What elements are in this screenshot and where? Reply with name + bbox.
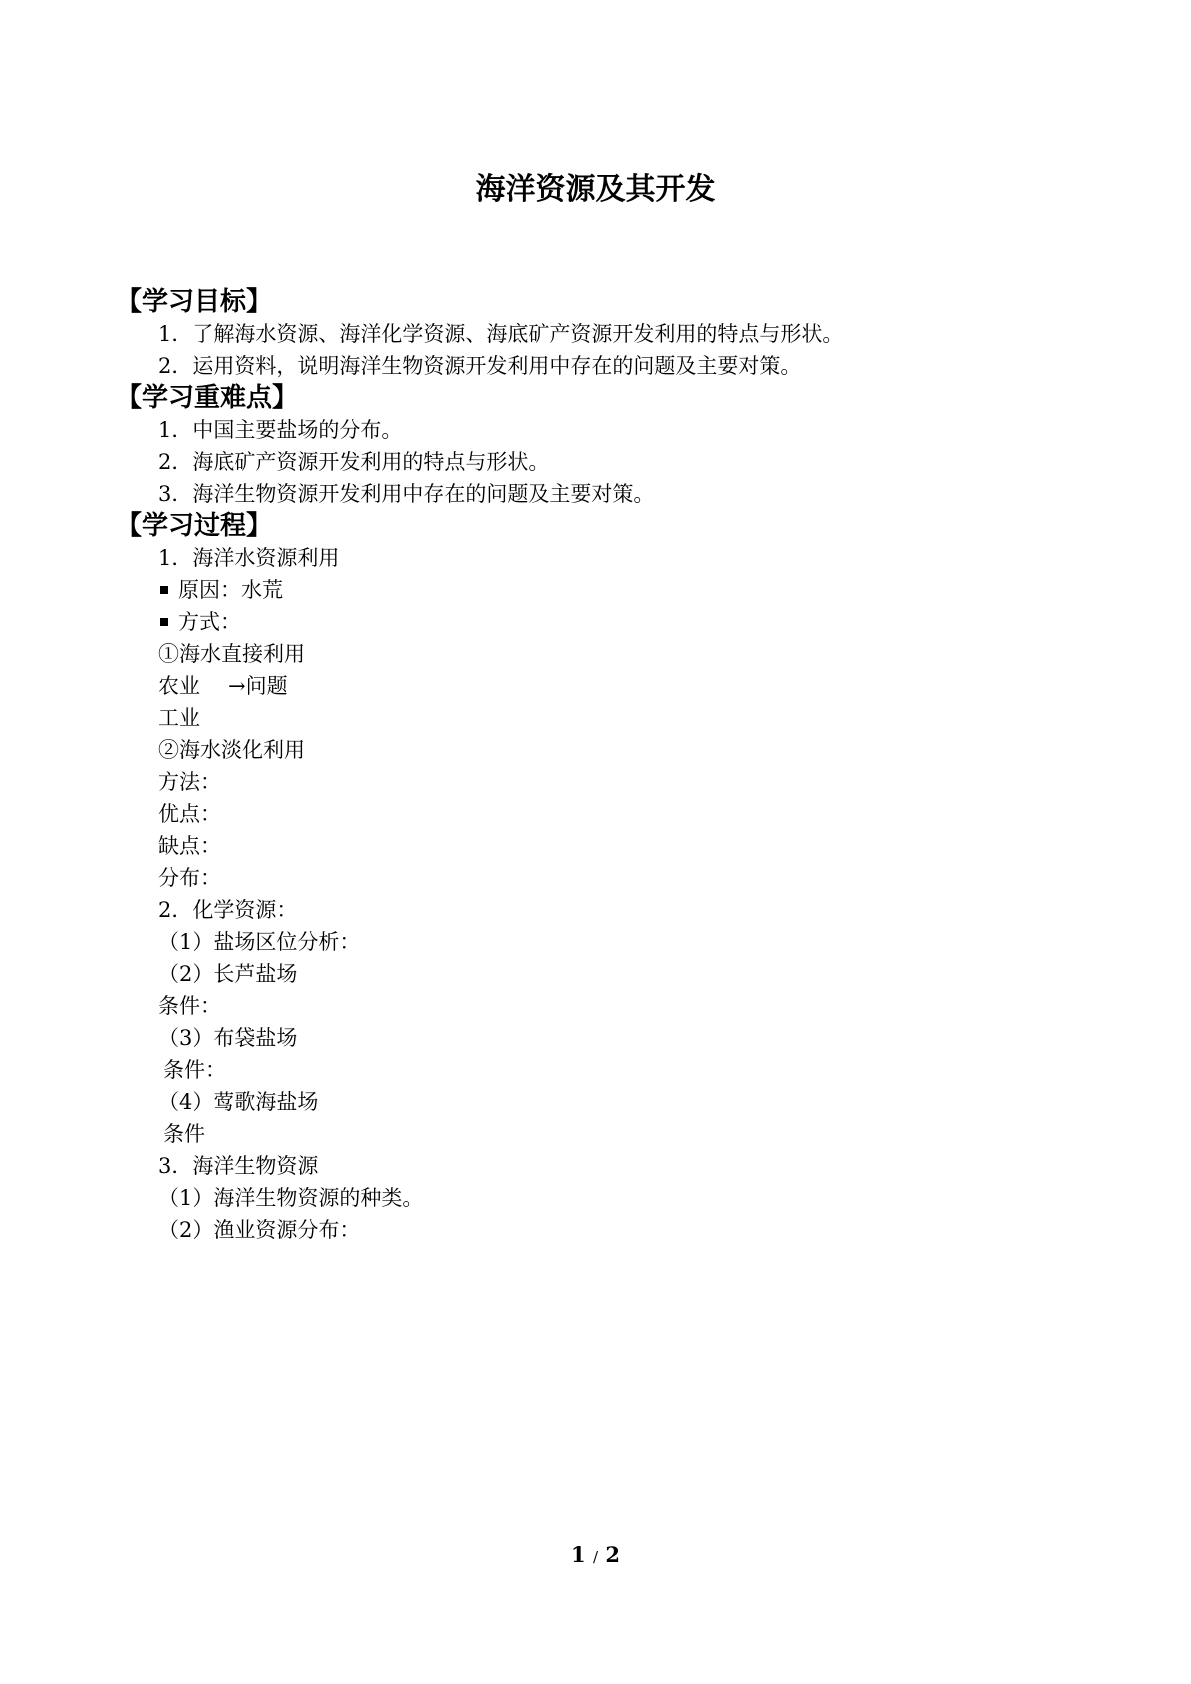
section-heading-objectives: 【学习目标】 [116,287,273,317]
key-point-item-2: 2．海底矿产资源开发利用的特点与形状。 [158,450,550,474]
page-separator: / [592,1548,599,1566]
bullet-method-text: 方式： [178,610,241,634]
salt-analysis-line: （1）盐场区位分析： [158,930,361,954]
agriculture-text: 农业 [158,674,200,698]
distribution-line: 分布： [158,866,221,890]
page-number [0,1540,1191,1572]
section-heading-key-points: 【学习重难点】 [116,383,299,413]
section-objectives [118,286,1098,382]
budai-line: （3）布袋盐场 [158,1026,298,1050]
industry-line: 工业 [158,706,200,730]
changlu-line: （2）长芦盐场 [158,962,298,986]
desalination-line: ②海水淡化利用 [158,738,305,762]
objective-item-1: 1．了解海水资源、海洋化学资源、海底矿产资源开发利用的特点与形状。 [158,322,844,346]
key-point-item-1: 1．中国主要盐场的分布。 [158,418,403,442]
objective-item-2: 2．运用资料，说明海洋生物资源开发利用中存在的问题及主要对策。 [158,354,802,378]
section-key-points [118,382,1098,510]
condition-line-1: 条件： [158,994,221,1018]
agriculture-line [118,670,1098,702]
section-heading-process: 【学习过程】 [116,511,273,541]
bio-resource-title: 3．海洋生物资源 [158,1154,319,1178]
water-resource-title: 1．海洋水资源利用 [158,546,340,570]
bullet-reason-text: 原因：水荒 [178,578,283,602]
square-bullet-icon [160,618,168,626]
disadvantage-line: 缺点： [158,834,221,858]
fishery-line: （2）渔业资源分布： [158,1218,361,1242]
page-total: 2 [605,1542,620,1567]
square-bullet-icon [160,586,168,594]
bio-types-line: （1）海洋生物资源的种类。 [158,1186,424,1210]
chemical-resource-title: 2．化学资源： [158,898,298,922]
condition-line-2: 条件： [163,1058,226,1082]
bullet-method [118,606,1098,638]
arrow-issue-text: →问题 [228,674,288,698]
condition-line-3: 条件 [163,1122,205,1146]
bullet-reason [118,574,1098,606]
document-title: 海洋资源及其开发 [475,172,716,207]
page-current: 1 [571,1542,586,1567]
yinggehai-line: （4）莺歌海盐场 [158,1090,319,1114]
key-point-item-3: 3．海洋生物资源开发利用中存在的问题及主要对策。 [158,482,655,506]
method-line: 方法： [158,770,221,794]
direct-use-line: ①海水直接利用 [158,642,305,666]
advantage-line: 优点： [158,802,221,826]
document-body [118,286,1098,1246]
section-process [118,510,1098,1246]
